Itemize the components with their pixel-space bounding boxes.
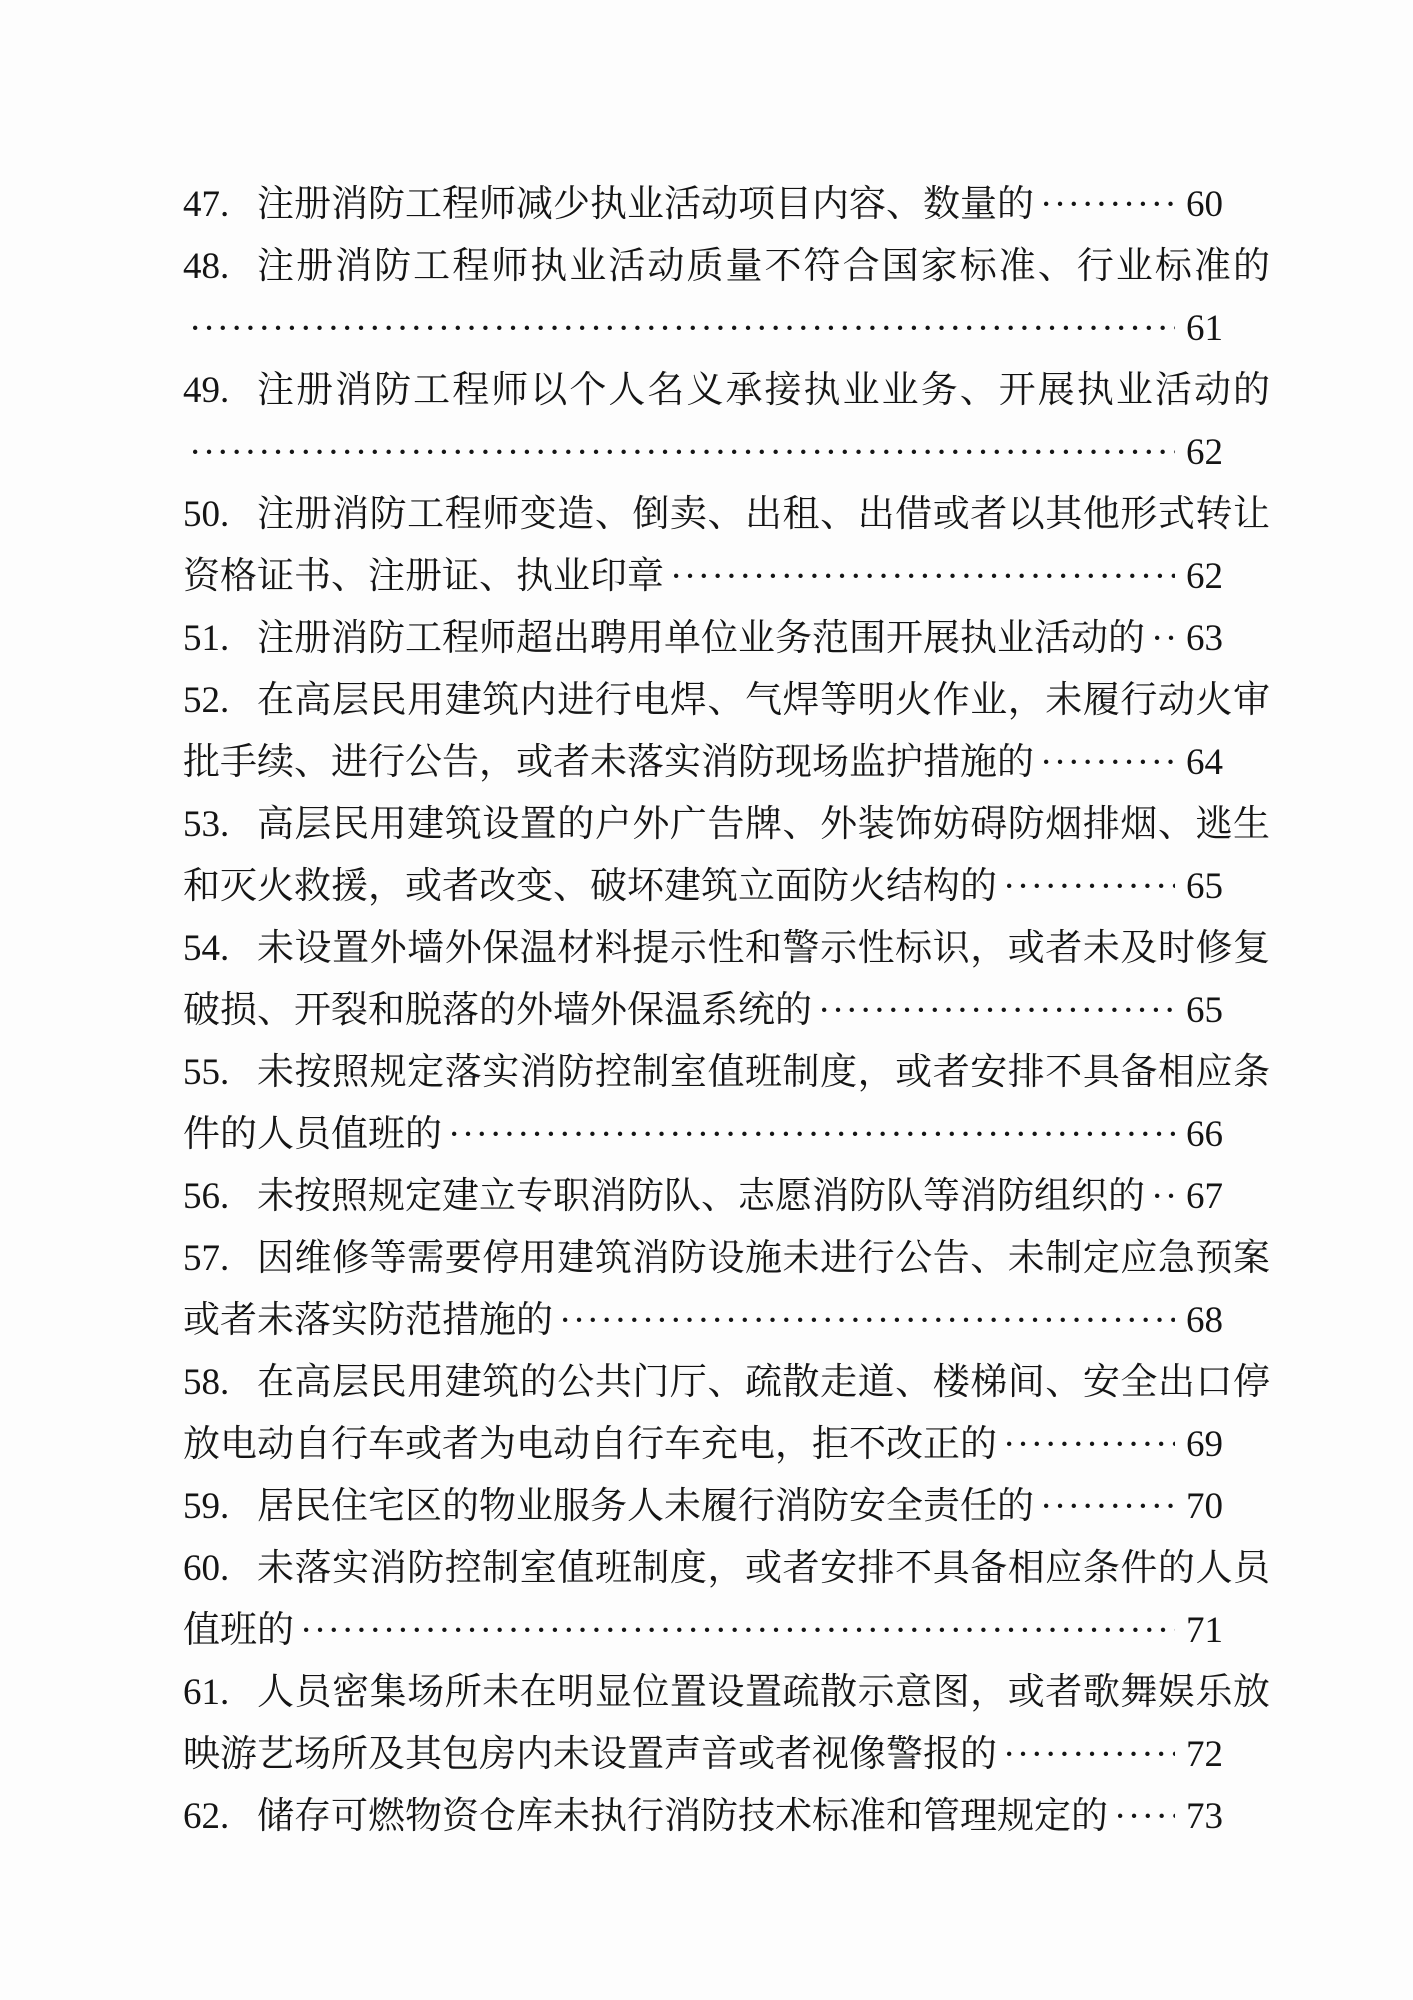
toc-entry-number: 61.	[183, 1672, 230, 1713]
toc-entry-number: 50.	[183, 494, 230, 535]
toc-entry-text: 储存可燃物资仓库未执行消防技术标准和管理规定的	[257, 1796, 1108, 1837]
toc-entry-number: 60.	[183, 1548, 230, 1589]
toc-line	[183, 1042, 1270, 1104]
toc-entry-text: 件的人员值班的	[183, 1114, 442, 1155]
toc-page-number: 68	[1186, 1300, 1223, 1341]
toc-entry-text: 注册消防工程师超出聘用单位业务范围开展执业活动的	[257, 618, 1145, 659]
toc-page-number: 64	[1186, 742, 1223, 783]
toc-entry-number: 49.	[183, 370, 230, 411]
toc-line	[183, 1600, 1270, 1662]
toc-line	[183, 1724, 1270, 1786]
toc-line	[183, 360, 1270, 422]
dot-leader	[1040, 174, 1175, 236]
toc-entry-text: 注册消防工程师减少执业活动项目内容、数量的	[257, 184, 1034, 225]
dot-leader	[1151, 608, 1175, 670]
toc-entry-text: 或者未落实防范措施的	[183, 1300, 553, 1341]
toc-line	[183, 732, 1270, 794]
toc-entry-text: 未设置外墙外保温材料提示性和警示性标识，或者未及时修复	[257, 928, 1270, 969]
toc-entry-text: 在高层民用建筑的公共门厅、疏散走道、楼梯间、安全出口停	[257, 1362, 1270, 1403]
toc-entry-text: 注册消防工程师执业活动质量不符合国家标准、行业标准的	[257, 246, 1270, 287]
table-of-contents	[183, 174, 1270, 1848]
toc-line	[183, 670, 1270, 732]
toc-entry-text: 因维修等需要停用建筑消防设施未进行公告、未制定应急预案	[257, 1238, 1270, 1279]
dot-leader	[448, 1104, 1175, 1166]
dot-leader	[1040, 1476, 1175, 1538]
toc-page-number: 66	[1186, 1114, 1223, 1155]
toc-entry	[183, 1476, 1270, 1538]
dot-leader	[1040, 732, 1175, 794]
toc-entry-text: 注册消防工程师以个人名义承接执业业务、开展执业活动的	[257, 370, 1270, 411]
toc-entry-text: 在高层民用建筑内进行电焊、气焊等明火作业，未履行动火审	[257, 680, 1270, 721]
toc-entry	[183, 794, 1270, 918]
toc-page-number: 67	[1186, 1176, 1223, 1217]
toc-line	[183, 1786, 1270, 1848]
toc-line	[183, 236, 1270, 298]
toc-entry	[183, 1042, 1270, 1166]
toc-entry-text: 和灭火救援，或者改变、破坏建筑立面防火结构的	[183, 866, 997, 907]
toc-line	[183, 1290, 1270, 1352]
toc-line	[183, 1104, 1270, 1166]
toc-entry	[183, 608, 1270, 670]
dot-leader	[1003, 1414, 1175, 1476]
toc-entry-number: 58.	[183, 1362, 230, 1403]
toc-page-number: 70	[1186, 1486, 1223, 1527]
toc-page-number: 61	[1186, 308, 1223, 349]
toc-page-number: 69	[1186, 1424, 1223, 1465]
toc-line	[183, 980, 1270, 1042]
toc-entry-number: 55.	[183, 1052, 230, 1093]
toc-entry	[183, 670, 1270, 794]
toc-entry	[183, 360, 1270, 484]
toc-entry-number: 59.	[183, 1486, 230, 1527]
toc-entry	[183, 236, 1270, 360]
toc-entry-number: 57.	[183, 1238, 230, 1279]
toc-line	[183, 1228, 1270, 1290]
toc-entry-text: 破损、开裂和脱落的外墙外保温系统的	[183, 990, 812, 1031]
toc-line	[183, 422, 1270, 484]
toc-entry-number: 62.	[183, 1796, 230, 1837]
toc-entry-text: 人员密集场所未在明显位置设置疏散示意图，或者歌舞娱乐放	[257, 1672, 1270, 1713]
toc-line	[183, 1476, 1270, 1538]
toc-page-number: 60	[1186, 184, 1223, 225]
toc-line	[183, 174, 1270, 236]
toc-line	[183, 546, 1270, 608]
toc-page-number: 63	[1186, 618, 1223, 659]
dot-leader	[189, 298, 1175, 360]
toc-page-number: 65	[1186, 990, 1223, 1031]
toc-entry-number: 47.	[183, 184, 230, 225]
toc-page-number: 62	[1186, 432, 1223, 473]
toc-line	[183, 608, 1270, 670]
toc-page-number: 73	[1186, 1796, 1223, 1837]
toc-entry-text: 映游艺场所及其包房内未设置声音或者视像警报的	[183, 1734, 997, 1775]
dot-leader	[189, 422, 1175, 484]
toc-line	[183, 1538, 1270, 1600]
toc-entry-number: 53.	[183, 804, 230, 845]
toc-entry	[183, 1538, 1270, 1662]
toc-entry-text: 高层民用建筑设置的户外广告牌、外装饰妨碍防烟排烟、逃生	[257, 804, 1270, 845]
toc-entry	[183, 1228, 1270, 1352]
toc-entry	[183, 174, 1270, 236]
toc-entry	[183, 484, 1270, 608]
toc-page-number: 72	[1186, 1734, 1223, 1775]
toc-entry-number: 54.	[183, 928, 230, 969]
dot-leader	[818, 980, 1175, 1042]
toc-entry	[183, 918, 1270, 1042]
toc-page-number: 65	[1186, 866, 1223, 907]
toc-entry-number: 51.	[183, 618, 230, 659]
toc-entry-number: 56.	[183, 1176, 230, 1217]
toc-line	[183, 298, 1270, 360]
toc-line	[183, 1166, 1270, 1228]
toc-entry	[183, 1662, 1270, 1786]
toc-entry-text: 未按照规定落实消防控制室值班制度，或者安排不具备相应条	[257, 1052, 1270, 1093]
toc-entry-number: 48.	[183, 246, 230, 287]
toc-entry-number: 52.	[183, 680, 230, 721]
dot-leader	[300, 1600, 1175, 1662]
toc-entry-text: 资格证书、注册证、执业印章	[183, 556, 664, 597]
toc-entry-text: 批手续、进行公告，或者未落实消防现场监护措施的	[183, 742, 1034, 783]
toc-entry	[183, 1352, 1270, 1476]
dot-leader	[1151, 1166, 1175, 1228]
toc-entry-text: 注册消防工程师变造、倒卖、出租、出借或者以其他形式转让	[257, 494, 1270, 535]
toc-entry-text: 值班的	[183, 1610, 294, 1651]
toc-page-number: 62	[1186, 556, 1223, 597]
toc-line	[183, 1352, 1270, 1414]
toc-line	[183, 484, 1270, 546]
toc-line	[183, 1662, 1270, 1724]
toc-entry	[183, 1166, 1270, 1228]
toc-entry-text: 放电动自行车或者为电动自行车充电，拒不改正的	[183, 1424, 997, 1465]
toc-entry-text: 未落实消防控制室值班制度，或者安排不具备相应条件的人员	[257, 1548, 1270, 1589]
dot-leader	[1003, 856, 1175, 918]
toc-entry	[183, 1786, 1270, 1848]
dot-leader	[1114, 1786, 1175, 1848]
toc-entry-text: 居民住宅区的物业服务人未履行消防安全责任的	[257, 1486, 1034, 1527]
dot-leader	[670, 546, 1175, 608]
toc-line	[183, 856, 1270, 918]
toc-line	[183, 918, 1270, 980]
toc-line	[183, 794, 1270, 856]
toc-entry-text: 未按照规定建立专职消防队、志愿消防队等消防组织的	[257, 1176, 1145, 1217]
dot-leader	[1003, 1724, 1175, 1786]
toc-page-number: 71	[1186, 1610, 1223, 1651]
toc-line	[183, 1414, 1270, 1476]
dot-leader	[559, 1290, 1175, 1352]
